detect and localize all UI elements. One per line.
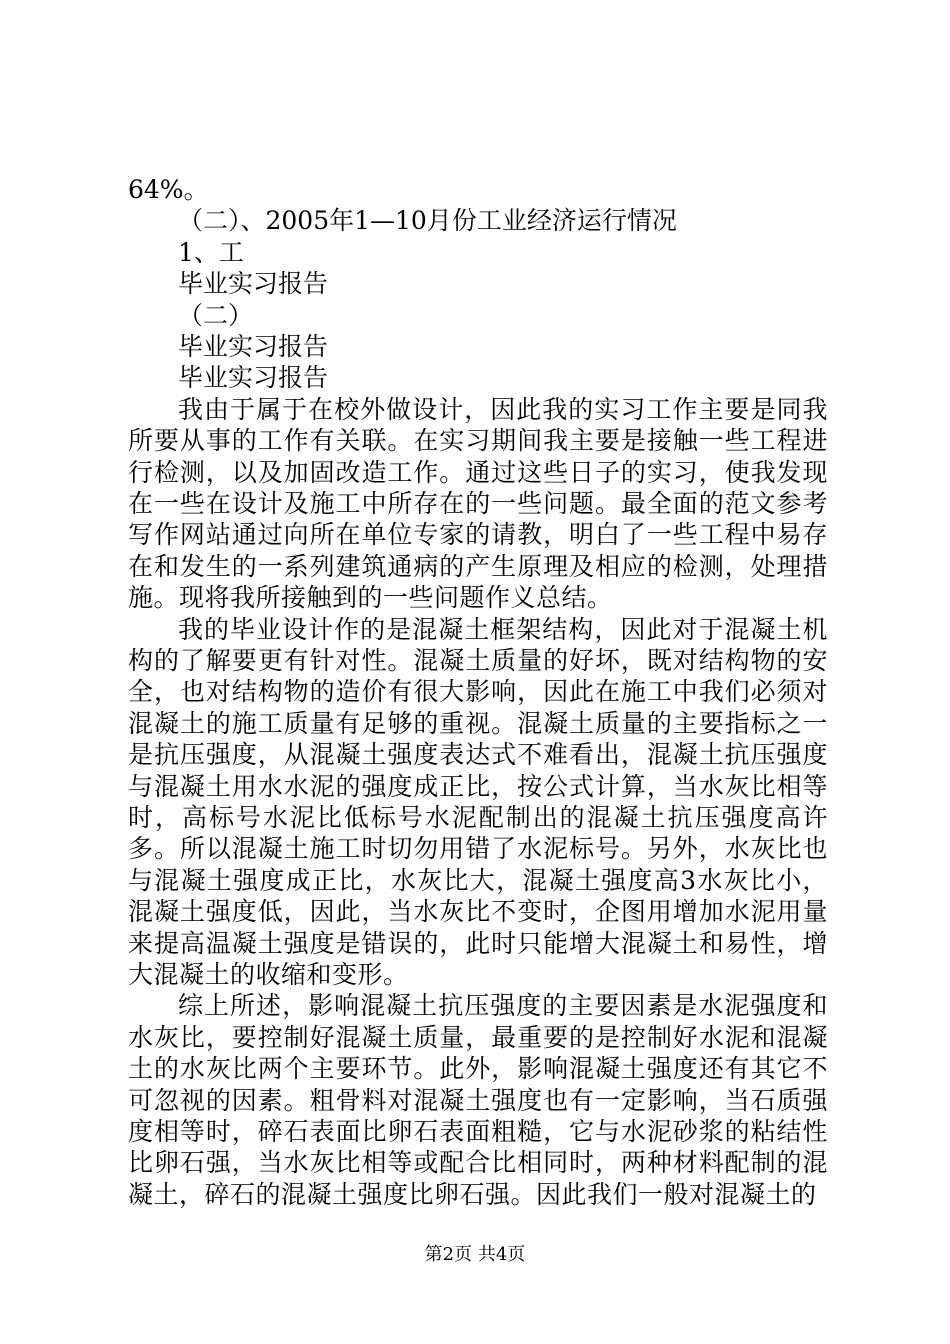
body-paragraph: 我由于属于在校外做设计，因此我的实习工作主要是同我所要从事的工作有关联。在实习期间我主要是接触一些工程进行检测，以及加固改造工作。通过这些日子的实习，使我发现在一些在设计及施工中所存在的一些问题。最全面的范文参考写作网站通过向所在单位专家的请教，明白了一些工程中易存在和发生的一系列建筑通病的产生原理及相应的检测，处理措施。现将我所接触到的一些问题作义总结。 (128, 394, 828, 613)
text-line-percent: 64%。 (128, 175, 209, 204)
document-body (128, 174, 828, 1210)
body-paragraph: 综上所述，影响混凝土抗压强度的主要因素是水泥强度和水灰比，要控制好混凝土质量，最重要的是控制好水泥和混凝土的水灰比两个主要环节。此外，影响混凝土强度还有其它不可忽视的因素。粗骨料对混凝土强度也有一定影响，当石质强度相等时，碎石表面比卵石表面粗糙，它与水泥砂浆的粘结性比卵石强，当水灰比相等或配合比相同时，两种材料配制的混凝土，碎石的混凝土强度比卵石强。因此我们一般对混凝土的 (128, 991, 828, 1209)
subsection-label: 1、工 (178, 237, 244, 267)
page-footer: 第2页 共4页 (424, 1244, 526, 1265)
subsection-label: （二） (178, 300, 254, 330)
section-heading: （二）、2005年1—10月份工业经济运行情况 (178, 206, 677, 236)
report-title: 毕业实习报告 (178, 331, 329, 361)
report-title: 毕业实习报告 (178, 269, 329, 299)
report-title: 毕业实习报告 (178, 363, 329, 393)
body-paragraph: 我的毕业设计作的是混凝土框架结构，因此对于混凝土机构的了解要更有针对性。混凝土质量的好坏，既对结构物的安全，也对结构物的造价有很大影响，因此在施工中我们必须对混凝土的施工质量有足够的重视。混凝土质量的主要指标之一是抗压强度，从混凝土强度表达式不难看出，混凝土抗压强度与混凝土用水水泥的强度成正比，按公式计算，当水灰比相等时，高标号水泥比低标号水泥配制出的混凝土抗压强度高许多。所以混凝土施工时切勿用错了水泥标号。另外，水灰比也与混凝土强度成正比，水灰比大，混凝土强度高3水灰比小，混凝土强度低，因此，当水灰比不变时，企图用增加水泥用量来提高温凝土强度是错误的，此时只能增大混凝土和易性，增大混凝土的收缩和变形。 (128, 614, 828, 990)
